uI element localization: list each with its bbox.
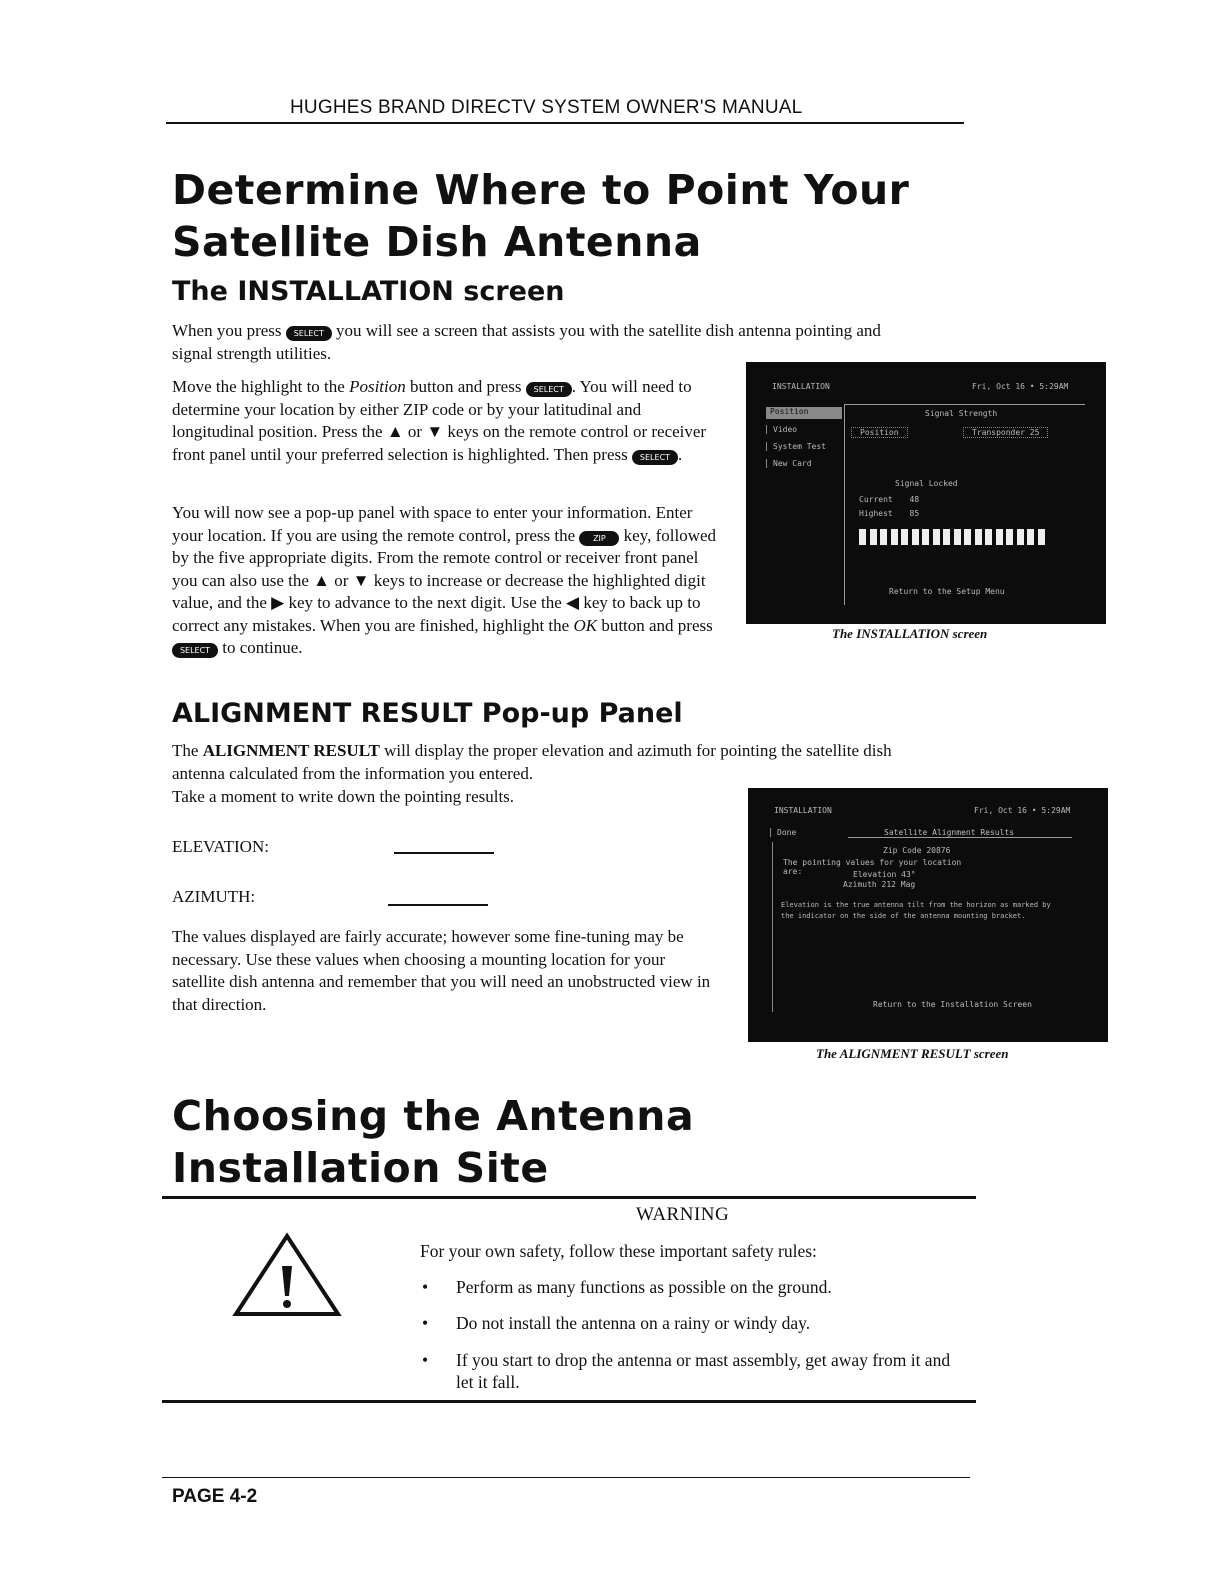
meter-bar xyxy=(870,529,877,545)
signal-meter xyxy=(859,529,1059,545)
done-button: Done xyxy=(770,828,796,837)
text: You will now see a pop-up panel with space to enter your information. Enter your location. If you are using the remote control, press the xyxy=(172,503,693,545)
list-item: • If you start to drop the antenna or mast assembly, get away from it and let it fall. xyxy=(420,1349,960,1394)
subheading-alignment: ALIGNMENT RESULT Pop-up Panel xyxy=(172,698,683,729)
current-label: Current xyxy=(859,495,893,504)
paragraph-fine-tuning: The values displayed are fairly accurate; however some fine-tuning may be necessary. Use these values when choosing a mounting location for your satellite dish antenna and remember that you will need an unobstructed view in that direction. xyxy=(172,927,711,1014)
signal-panel xyxy=(844,404,1085,605)
paragraph-position xyxy=(172,376,718,466)
footer-rule xyxy=(162,1477,970,1478)
results-panel xyxy=(772,842,1083,1012)
results-panel-header xyxy=(848,828,1072,838)
text: The xyxy=(172,741,199,760)
installation-screen xyxy=(746,362,1106,624)
meter-bar xyxy=(901,529,908,545)
alignment-term: ALIGNMENT RESULT xyxy=(202,741,380,760)
azimuth-value: Azimuth 212 Mag xyxy=(843,880,916,889)
text: to continue. xyxy=(222,638,303,657)
meter-bar xyxy=(922,529,929,545)
paragraph-alignment xyxy=(172,740,922,785)
warning-list xyxy=(420,1276,960,1394)
screen-title: INSTALLATION xyxy=(774,806,832,815)
position-button: Position xyxy=(766,407,842,419)
warning-content xyxy=(420,1240,960,1408)
azimuth-label: AZIMUTH: xyxy=(172,887,256,906)
meter-bar xyxy=(880,529,887,545)
section-title-2 xyxy=(172,1090,694,1194)
video-button: Video xyxy=(766,425,797,434)
select-key-icon: SELECT xyxy=(526,382,572,397)
meter-bar xyxy=(964,529,971,545)
return-button: Return to the Setup Menu xyxy=(889,587,1005,596)
system-test-button: System Test xyxy=(766,442,826,451)
screen-title: INSTALLATION xyxy=(772,382,830,391)
panel-title: Satellite Alignment Results xyxy=(884,828,1015,837)
meter-bar xyxy=(975,529,982,545)
zip-line: Zip Code 20876 xyxy=(883,846,951,855)
meter-bar xyxy=(996,529,1003,545)
title-line: Choosing the Antenna xyxy=(172,1092,695,1140)
meter-bar xyxy=(1006,529,1013,545)
section-title-1 xyxy=(172,164,909,268)
paragraph-write-down: Take a moment to write down the pointing results. xyxy=(172,787,515,806)
title-line: Satellite Dish Antenna xyxy=(172,218,702,266)
elevation-blank xyxy=(394,852,494,854)
ok-term: OK xyxy=(573,615,598,635)
text: button and press xyxy=(601,615,713,635)
meter-bar xyxy=(859,529,866,545)
meter-bar xyxy=(985,529,992,545)
elevation-value: Elevation 43° xyxy=(853,870,916,879)
current-value: 48 xyxy=(909,495,920,504)
panel-title: Signal Strength xyxy=(925,409,998,418)
select-key-icon: SELECT xyxy=(632,450,678,465)
meter-bar xyxy=(943,529,950,545)
meter-bar xyxy=(891,529,898,545)
meter-bar xyxy=(912,529,919,545)
paragraph-intro xyxy=(172,320,912,365)
zip-key-icon: ZIP xyxy=(579,531,619,546)
caption-alignment: The ALIGNMENT RESULT screen xyxy=(816,1046,1009,1061)
return-button: Return to the Installation Screen xyxy=(873,1000,1032,1009)
title-line: Determine Where to Point Your xyxy=(172,166,910,214)
text: . You will need to determine your location by either ZIP code or by your latitudinal and longitudinal position. Press the ▲ or ▼ keys on the remote control or receiver front panel until your preferred selection is highlighted. Then press xyxy=(172,377,707,464)
highest-label: Highest xyxy=(859,509,893,518)
azimuth-blank xyxy=(388,904,488,906)
list-item: • Perform as many functions as possible on the ground. xyxy=(420,1276,960,1299)
warning-top-rule xyxy=(162,1196,976,1199)
new-card-button: New Card xyxy=(766,459,812,468)
text: key, followed by the five appropriate digits. From the remote control or receiver front panel you can also use the ▲ or ▼ keys to increase or decrease the highlighted digit value, and the ▶ key to advance to the next digit. Use the ◀ key to back up to correct any mistakes. When you are finished, highlight the xyxy=(172,525,717,635)
select-key-icon: SELECT xyxy=(286,326,332,341)
text: . xyxy=(677,444,683,464)
highest-value: 85 xyxy=(909,509,920,518)
title-line: Installation Site xyxy=(172,1144,549,1192)
elevation-label: ELEVATION: xyxy=(172,837,269,856)
meter-bar xyxy=(1038,529,1045,545)
select-key-icon: SELECT xyxy=(172,643,218,658)
signal-status: Signal Locked xyxy=(895,479,958,488)
tab-transponder: Transponder 25 xyxy=(963,427,1048,438)
caption-installation: The INSTALLATION screen xyxy=(832,626,988,641)
meter-bar xyxy=(1027,529,1034,545)
alignment-screen xyxy=(748,788,1108,1042)
screen-date: Fri, Oct 16 • 5:29AM xyxy=(972,382,1069,391)
screen-date: Fri, Oct 16 • 5:29AM xyxy=(974,806,1071,815)
meter-bar xyxy=(954,529,961,545)
meter-bar xyxy=(1017,529,1024,545)
warning-triangle-icon xyxy=(232,1232,342,1323)
subheading-installation: The INSTALLATION screen xyxy=(172,276,565,307)
values-intro: The pointing values for your location are: xyxy=(783,858,962,876)
warning-title: WARNING xyxy=(636,1204,730,1225)
tab-position: Position xyxy=(851,427,908,438)
running-header: HUGHES BRAND DIRECTV SYSTEM OWNER'S MANUAL xyxy=(290,97,803,118)
list-item: • Do not install the antenna on a rainy or windy day. xyxy=(420,1312,960,1335)
alignment-note: Elevation is the true antenna tilt from the horizon as marked by the indicator on the side of the antenna mounting bracket. xyxy=(781,901,1051,920)
text: Move the highlight to the xyxy=(172,377,345,396)
position-term: Position xyxy=(349,377,406,396)
text: you will see a screen that assists you with the satellite dish antenna pointing and signal strength utilities. xyxy=(172,321,881,363)
header-rule xyxy=(166,122,964,124)
text: button and press xyxy=(410,377,522,396)
page-number: PAGE 4-2 xyxy=(172,1486,258,1507)
paragraph-popup xyxy=(172,502,718,660)
warning-bottom-rule xyxy=(162,1400,976,1403)
text: will display the proper elevation and azimuth for pointing the satellite dish antenna calculated from the information you entered. xyxy=(172,741,892,783)
text: When you press xyxy=(172,321,282,340)
warning-intro: For your own safety, follow these important safety rules: xyxy=(420,1241,817,1261)
meter-bar xyxy=(933,529,940,545)
